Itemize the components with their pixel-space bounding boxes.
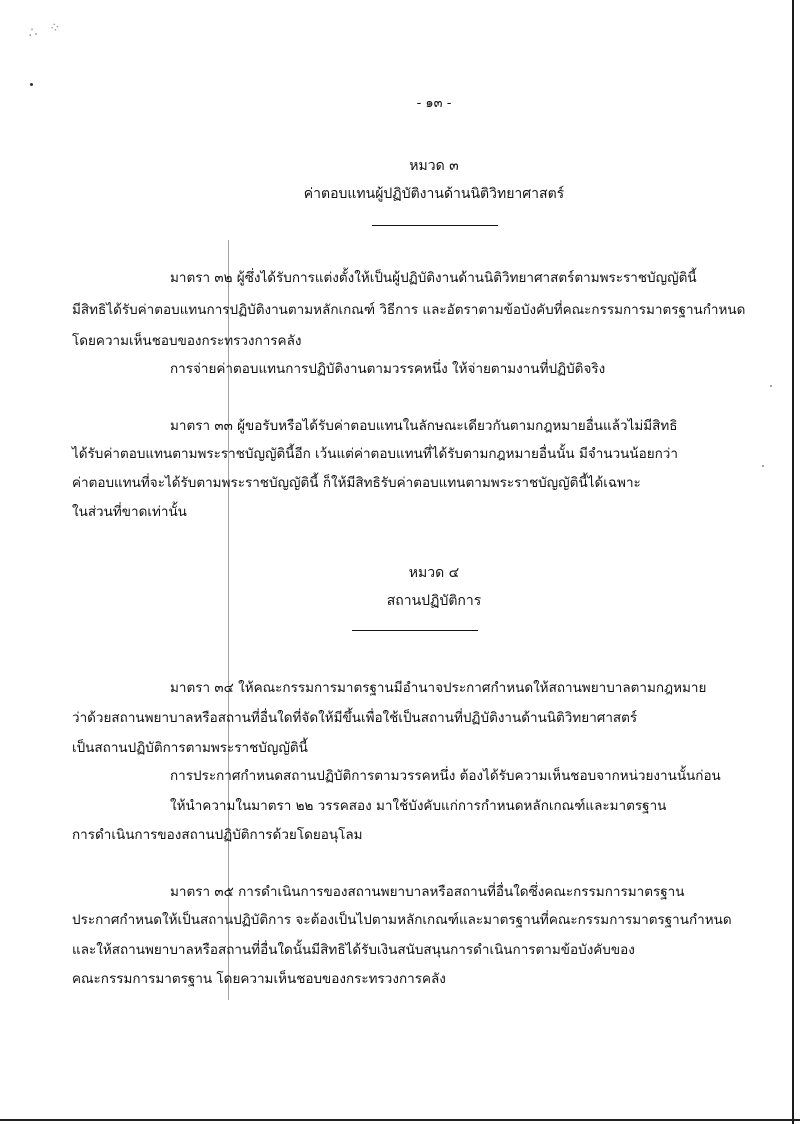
chapter-3-divider	[372, 225, 498, 226]
chapter-4-title: สถานปฏิบัติการ	[386, 593, 482, 609]
section-34-line: ให้นำความในมาตรา ๒๒ วรรคสอง มาใช้บังคับแก่การกำหนดหลักเกณฑ์และมาตรฐาน	[170, 798, 667, 814]
section-35-line: ประกาศกำหนดให้เป็นสถานปฏิบัติการ จะต้องเป็นไปตามหลักเกณฑ์และมาตรฐานที่คณะกรรมการมาตรฐานกำหนด	[72, 912, 732, 928]
section-35-line: และให้สถานพยาบาลหรือสถานที่อื่นใดนั้นมีสิทธิได้รับเงินสนับสนุนการดำเนินการตามข้อบังคับของ	[72, 942, 635, 958]
section-35-line: คณะกรรมการมาตรฐาน โดยความเห็นชอบของกระทรวงการคลัง	[72, 971, 446, 987]
chapter-3-title: ค่าตอบแทนผู้ปฏิบัติงานด้านนิติวิทยาศาสตร์	[303, 186, 565, 202]
section-33-line: มาตรา ๓๓ ผู้ขอรับหรือได้รับค่าตอบแทนในลักษณะเดียวกันตามกฎหมายอื่นแล้วไม่มีสิทธิ	[170, 418, 678, 434]
page-number: - ๑๓ -	[416, 96, 452, 111]
section-33-line: ในส่วนที่ขาดเท่านั้น	[72, 504, 187, 520]
section-32-line: โดยความเห็นชอบของกระทรวงการคลัง	[72, 333, 302, 349]
scan-edge-bottom	[0, 1119, 800, 1121]
section-32-line: มาตรา ๓๒ ผู้ซึ่งได้รับการแต่งตั้งให้เป็นผู้ปฏิบัติงานด้านนิติวิทยาศาสตร์ตามพระราชบัญญัตินี้	[170, 270, 697, 286]
section-32-line: การจ่ายค่าตอบแทนการปฏิบัติงานตามวรรคหนึ่ง ให้จ่ายตามงานที่ปฏิบัติจริง	[170, 361, 606, 377]
scan-speck	[770, 385, 772, 387]
section-34-line: เป็นสถานปฏิบัติการตามพระราชบัญญัตินี้	[72, 740, 308, 756]
scan-smudge: ∴ ⁘	[26, 18, 67, 42]
scan-speck	[762, 465, 764, 467]
section-34-line: การดำเนินการของสถานปฏิบัติการด้วยโดยอนุโลม	[72, 827, 363, 843]
chapter-4-heading: หมวด ๔	[408, 565, 460, 581]
section-33-line: ค่าตอบแทนที่จะได้รับตามพระราชบัญญัตินี้ ก็ให้มีสิทธิรับค่าตอบแทนตามพระราชบัญญัตินี้ได้เฉพาะ	[72, 475, 641, 491]
chapter-3-heading: หมวด ๓	[409, 158, 459, 174]
section-34-line: การประกาศกำหนดสถานปฏิบัติการตามวรรคหนึ่ง ต้องได้รับความเห็นชอบจากหน่วยงานนั้นก่อน	[170, 768, 721, 784]
section-32-line: มีสิทธิได้รับค่าตอบแทนการปฏิบัติงานตามหลักเกณฑ์ วิธีการ และอัตราตามข้อบังคับที่คณะกรรมการมาตรฐานกำหนด	[72, 302, 746, 318]
section-34-line: มาตรา ๓๔ ให้คณะกรรมการมาตรฐานมีอำนาจประกาศกำหนดให้สถานพยาบาลตามกฎหมาย	[170, 680, 707, 696]
section-34-line: ว่าด้วยสถานพยาบาลหรือสถานที่อื่นใดที่จัดให้มีขึ้นเพื่อใช้เป็นสถานที่ปฏิบัติงานด้านนิติวิทยาศาสตร์	[72, 710, 638, 726]
scan-speck	[30, 83, 33, 86]
section-35-line: มาตรา ๓๕ การดำเนินการของสถานพยาบาลหรือสถานที่อื่นใดซึ่งคณะกรรมการมาตรฐาน	[170, 884, 685, 900]
section-33-line: ได้รับค่าตอบแทนตามพระราชบัญญัตินี้อีก เว้นแต่ค่าตอบแทนที่ได้รับตามกฎหมายอื่นนั้น มีจำนวนน้อยกว่า	[72, 446, 678, 462]
chapter-4-divider	[352, 630, 478, 631]
